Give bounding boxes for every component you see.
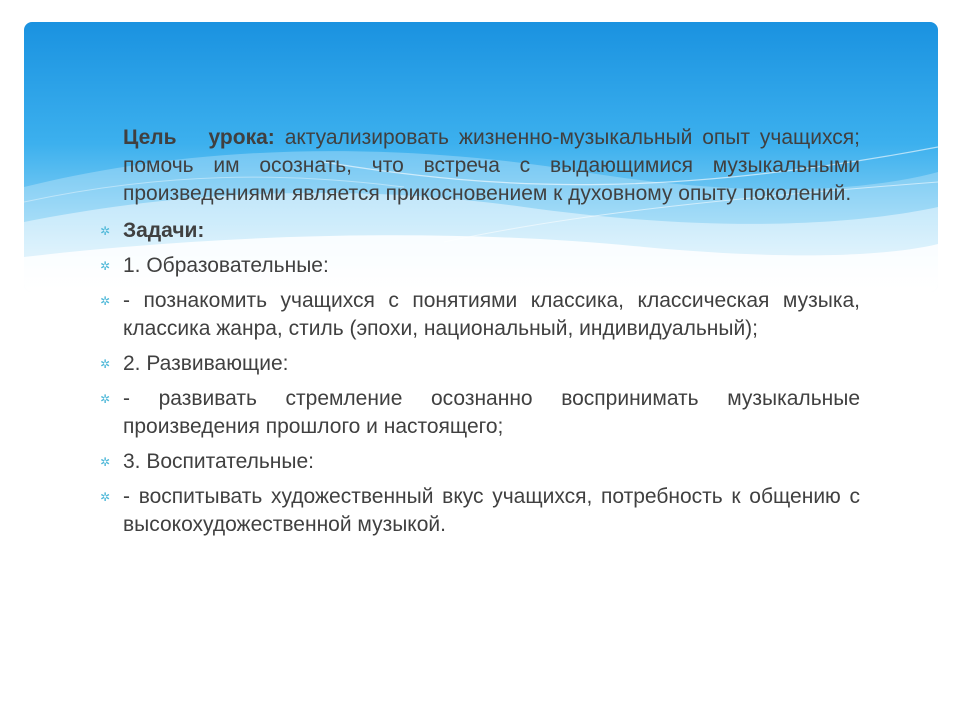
goal-text: актуализировать жизненно-музыкальный опыт учащихся; помочь им осознать, что встреча с выдающимися музыкальными произведениями является прикосновением к духовному опыту поколений.: [123, 126, 860, 205]
list-item: [100, 350, 860, 378]
asterisk-bullet-icon: ✲: [100, 294, 111, 308]
tasks-heading: Задачи:: [123, 219, 205, 242]
list-item-text: - познакомить учащихся с понятиями классика, классическая музыка, классика жанра, стиль (эпохи, национальный, индивидуальный);: [123, 289, 860, 340]
list-item: [100, 448, 860, 476]
asterisk-bullet-icon: ✲: [100, 392, 111, 406]
list-item-text: 2. Развивающие:: [123, 352, 289, 375]
asterisk-bullet-icon: ✲: [100, 490, 111, 504]
list-item-text: - развивать стремление осознанно воспринимать музыкальные произведения прошлого и настоящего;: [123, 387, 860, 438]
list-item-text: - воспитывать художественный вкус учащихся, потребность к общению с высокохудожественной музыкой.: [123, 485, 860, 536]
asterisk-bullet-icon: ✲: [100, 224, 111, 238]
asterisk-bullet-icon: ✲: [100, 357, 111, 371]
list-item: [100, 217, 860, 245]
list-item-text: 1. Образовательные:: [123, 254, 329, 277]
list-item-text: 3. Воспитательные:: [123, 450, 314, 473]
lesson-goal: [100, 124, 860, 208]
asterisk-bullet-icon: ✲: [100, 455, 111, 469]
slide-content: [100, 124, 860, 546]
list-item: [100, 287, 860, 343]
goal-label-word2: урока:: [208, 126, 275, 149]
goal-label-word1: Цель: [123, 126, 177, 149]
asterisk-bullet-icon: ✲: [100, 259, 111, 273]
list-item: [100, 385, 860, 441]
list-item: [100, 483, 860, 539]
list-item: [100, 252, 860, 280]
